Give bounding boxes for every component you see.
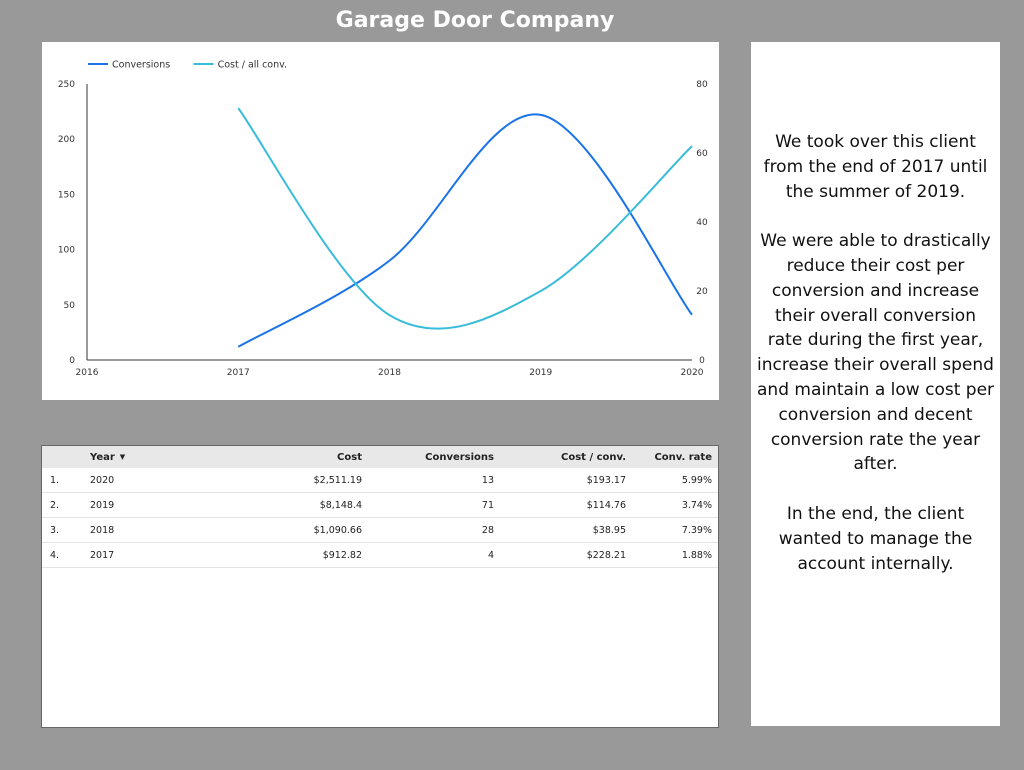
cell-year: 2020 [84,468,216,493]
cell-cost: $912.82 [216,543,368,568]
y-right-tick-label: 0 [699,356,705,366]
row-index: 3. [42,518,84,543]
header-cost-per-conv[interactable]: Cost / conv. [561,451,626,463]
table-row [42,493,718,518]
cell-conversions: 4 [368,543,500,568]
table-header-row [42,446,718,468]
cell-conversions: 28 [368,518,500,543]
y-right-tick-label: 60 [696,149,708,159]
y-left-tick-label: 200 [57,135,75,146]
cell-year: 2018 [84,518,216,543]
header-cost[interactable]: Cost [337,451,362,463]
page-title: Garage Door Company [335,8,615,33]
x-tick-label: 2019 [529,368,553,378]
legend-label-2: Cost / all conv. [217,59,288,71]
x-tick-label: 2017 [226,368,250,378]
cell-conv-rate: 5.99% [632,468,718,493]
table-row [42,468,718,493]
cell-cost: $2,511.19 [216,468,368,493]
notes-spacer [751,204,1000,229]
cell-cost-per-conv: $114.76 [500,493,632,518]
header-year-label: Year [90,451,115,463]
cell-cost-per-conv: $228.21 [500,543,632,568]
cell-cost-per-conv: $38.95 [500,518,632,543]
header-year[interactable] [84,446,216,468]
notes-panel [751,42,1000,726]
sort-desc-icon[interactable]: ▼ [119,452,126,461]
cell-cost-per-conv: $193.17 [500,468,632,493]
y-right-tick-label: 40 [696,218,708,228]
row-index: 2. [42,493,84,518]
cell-conv-rate: 7.39% [632,518,718,543]
x-tick-label: 2016 [75,368,99,378]
x-tick-label: 2018 [378,368,401,378]
header-index [42,446,84,468]
y-left-tick-label: 150 [57,190,75,201]
row-index: 1. [42,468,84,493]
line-chart [42,42,719,400]
series-line-1 [238,114,692,346]
notes-spacer [751,477,1000,502]
chart-canvas [42,42,719,400]
row-index: 4. [42,543,84,568]
y-left-tick-label: 100 [57,245,75,256]
cell-year: 2017 [84,543,216,568]
y-left-tick-label: 250 [57,80,75,90]
cell-conversions: 71 [368,493,500,518]
data-table [41,445,719,728]
x-tick-label: 2020 [680,368,704,378]
notes-paragraph-3: In the end, the client wanted to manage the account internally. [778,503,973,574]
header-conversions[interactable]: Conversions [425,451,494,463]
y-right-tick-label: 80 [696,80,708,90]
legend-label-1: Conversions [112,59,171,71]
header-conv-rate[interactable]: Conv. rate [654,451,712,463]
y-right-tick-label: 20 [696,287,708,297]
y-left-tick-label: 50 [63,300,75,311]
cell-year: 2019 [84,493,216,518]
notes-paragraph-2: We were able to drastically reduce their cost per conversion and increase their overall conversion rate during the first year, increase their overall spend and maintain a low cost per conversion and decent conversion rate the year after. [757,231,995,475]
cell-conv-rate: 1.88% [632,543,718,568]
notes-paragraph-1: We took over this client from the end of 2017 until the summer of 2019. [763,132,988,202]
cell-conversions: 13 [368,468,500,493]
table-row [42,543,718,568]
cell-cost: $8,148.4 [216,493,368,518]
table-row [42,518,718,543]
cell-cost: $1,090.66 [216,518,368,543]
y-left-tick-label: 0 [69,356,75,366]
series-line-2 [238,108,692,329]
cell-conv-rate: 3.74% [632,493,718,518]
